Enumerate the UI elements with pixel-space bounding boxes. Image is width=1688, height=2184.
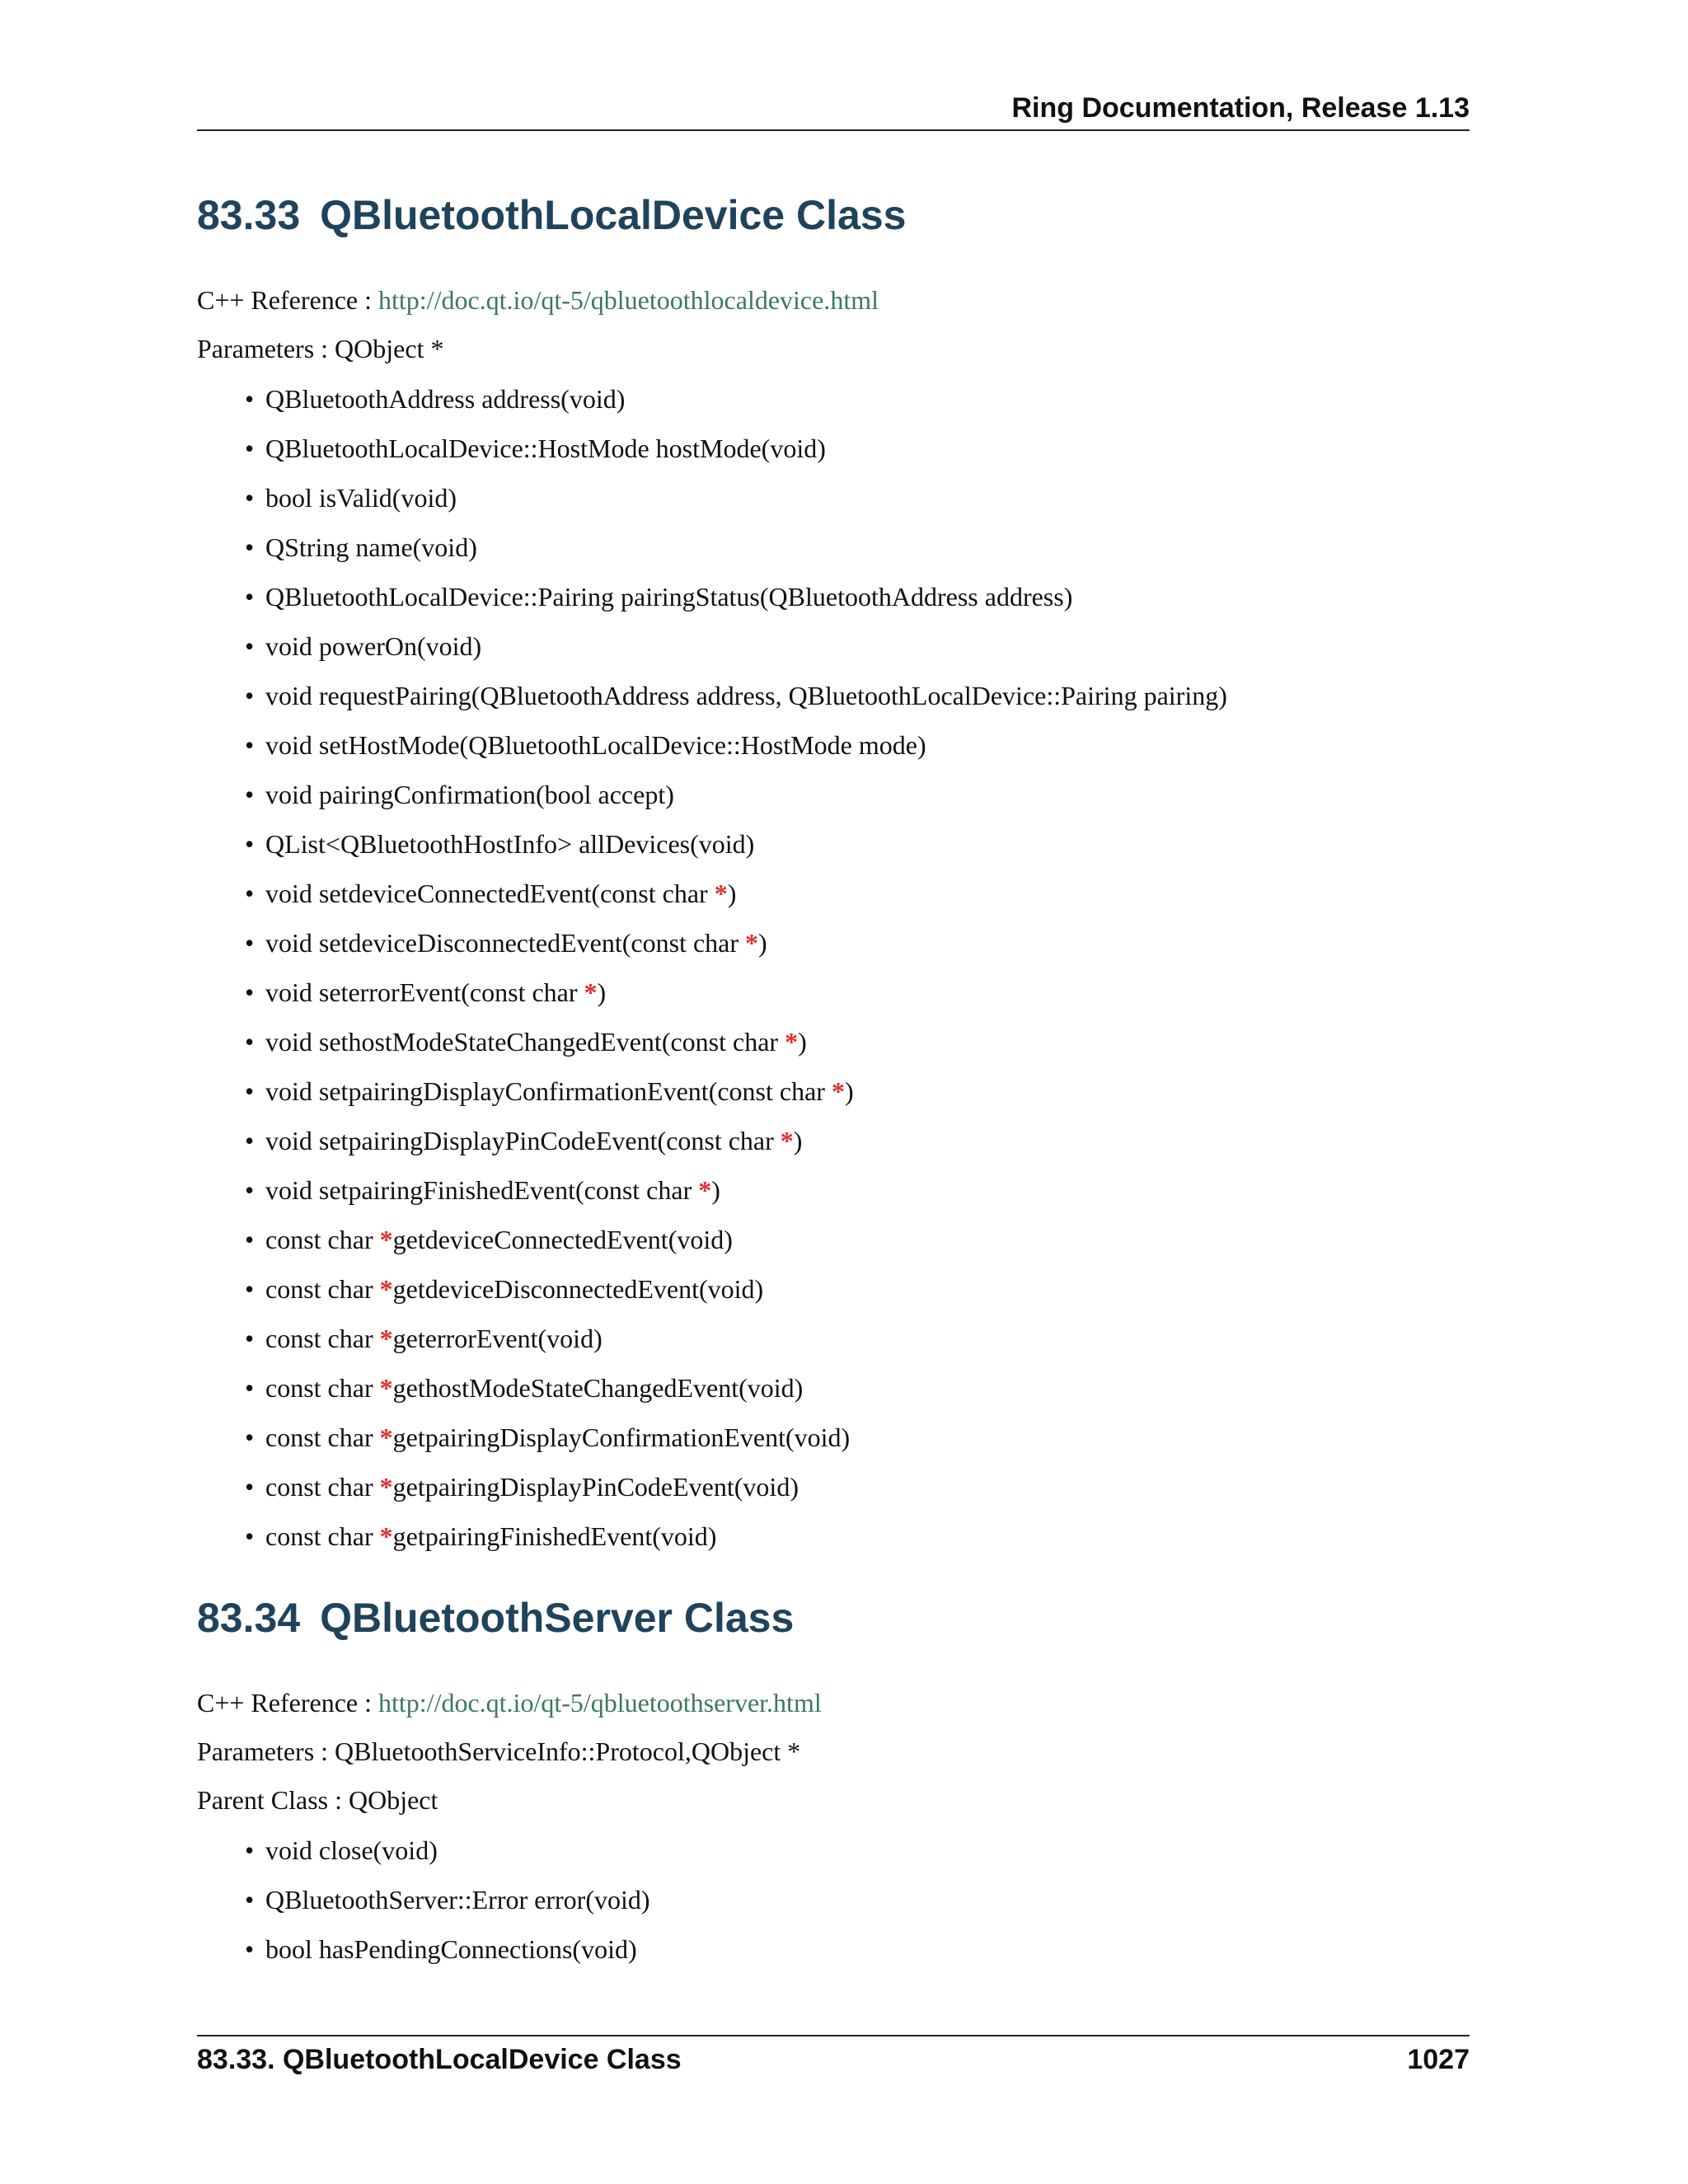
bullet-icon: • — [245, 1885, 255, 1915]
bullet-icon: • — [245, 1225, 255, 1254]
method-text: QBluetoothLocalDevice::Pairing pairingStatus(QBluetoothAddress address) — [265, 582, 1073, 612]
method-list — [197, 374, 1227, 1561]
method-text: void setHostMode(QBluetoothLocalDevice::HostMode mode) — [265, 730, 926, 760]
method-item — [197, 720, 1227, 770]
bullet-icon: • — [245, 1472, 255, 1502]
pointer-star: * — [785, 1027, 799, 1057]
footer-section-title: 83.33. QBluetoothLocalDevice Class — [197, 2044, 682, 2075]
method-text: QString name(void) — [265, 532, 477, 562]
method-text: void setdeviceDisconnectedEvent(const char — [265, 928, 745, 958]
pointer-star: * — [379, 1324, 393, 1353]
method-item — [197, 621, 1227, 671]
method-text: ) — [758, 928, 767, 958]
method-text: const char — [265, 1521, 380, 1551]
method-text: QBluetoothAddress address(void) — [265, 384, 626, 414]
method-item — [197, 918, 1227, 968]
cpp-reference-link[interactable]: http://doc.qt.io/qt-5/qbluetoothlocaldevice.html — [378, 285, 879, 315]
bullet-icon: • — [245, 1422, 255, 1452]
method-text: getpairingDisplayConfirmationEvent(void) — [392, 1422, 851, 1452]
method-item — [197, 374, 1227, 424]
running-header-title: Ring Documentation, Release 1.13 — [1011, 92, 1470, 124]
bullet-icon: • — [245, 780, 255, 809]
method-item — [197, 1314, 1227, 1363]
method-text: const char — [265, 1472, 380, 1502]
section-heading-qbluetoothserver — [197, 1594, 794, 1642]
method-text: const char — [265, 1373, 380, 1403]
section-title: QBluetoothServer Class — [320, 1595, 795, 1641]
method-item — [197, 1924, 650, 1974]
method-text: const char — [265, 1422, 380, 1452]
method-text: const char — [265, 1274, 380, 1304]
method-item — [197, 1215, 1227, 1264]
method-text: bool isValid(void) — [265, 483, 457, 513]
bullet-icon: • — [245, 928, 255, 958]
method-text: QBluetoothLocalDevice::HostMode hostMode(void) — [265, 434, 826, 463]
method-item — [197, 473, 1227, 523]
bullet-icon: • — [245, 829, 255, 859]
method-text: void close(void) — [265, 1835, 438, 1865]
parameters-line: Parameters : QObject * — [197, 334, 444, 363]
method-item — [197, 1413, 1227, 1462]
bullet-icon: • — [245, 582, 255, 612]
bullet-icon: • — [245, 1521, 255, 1551]
pointer-star: * — [379, 1472, 393, 1502]
method-item — [197, 770, 1227, 819]
header-rule — [197, 129, 1470, 131]
method-item — [197, 1462, 1227, 1511]
method-text: QBluetoothServer::Error error(void) — [265, 1885, 650, 1915]
method-item — [197, 1017, 1227, 1066]
cpp-reference-link[interactable]: http://doc.qt.io/qt-5/qbluetoothserver.html — [378, 1688, 822, 1718]
bullet-icon: • — [245, 1934, 255, 1964]
method-item — [197, 869, 1227, 918]
method-item — [197, 968, 1227, 1017]
bullet-icon: • — [245, 681, 255, 710]
bullet-icon: • — [245, 631, 255, 661]
section-number: 83.33 — [197, 192, 301, 238]
method-text: ) — [793, 1126, 803, 1155]
section-title: QBluetoothLocalDevice Class — [320, 192, 907, 238]
bullet-icon: • — [245, 1373, 255, 1403]
bullet-icon: • — [245, 1076, 255, 1106]
cpp-reference-label: C++ Reference : — [197, 1688, 378, 1718]
method-text: void setpairingFinishedEvent(const char — [265, 1175, 699, 1205]
bullet-icon: • — [245, 1175, 255, 1205]
cpp-reference-line — [197, 1686, 822, 1719]
method-item — [197, 1875, 650, 1924]
method-item — [197, 671, 1227, 720]
method-text: getdeviceDisconnectedEvent(void) — [392, 1274, 764, 1304]
footer-rule — [197, 2035, 1470, 2036]
footer-page-number: 1027 — [1407, 2044, 1470, 2075]
pointer-star: * — [698, 1175, 712, 1205]
method-item — [197, 1264, 1227, 1314]
pointer-star: * — [379, 1521, 393, 1551]
method-text: QList<QBluetoothHostInfo> allDevices(void) — [265, 829, 755, 859]
method-list — [197, 1825, 650, 1974]
method-text: getpairingDisplayPinCodeEvent(void) — [392, 1472, 799, 1502]
bullet-icon: • — [245, 730, 255, 760]
bullet-icon: • — [245, 1126, 255, 1155]
bullet-icon: • — [245, 1274, 255, 1304]
method-text: void sethostModeStateChangedEvent(const char — [265, 1027, 785, 1057]
bullet-icon: • — [245, 1324, 255, 1353]
bullet-icon: • — [245, 483, 255, 513]
bullet-icon: • — [245, 1027, 255, 1057]
method-item — [197, 572, 1227, 621]
section-number: 83.34 — [197, 1595, 301, 1641]
pointer-star: * — [745, 928, 758, 958]
method-item — [197, 1825, 650, 1875]
pointer-star: * — [379, 1422, 393, 1452]
pointer-star: * — [831, 1076, 845, 1106]
bullet-icon: • — [245, 879, 255, 908]
section-heading-qbluetoothlocaldevice — [197, 191, 906, 239]
pointer-star: * — [780, 1126, 794, 1155]
pointer-star: * — [379, 1274, 393, 1304]
pointer-star: * — [379, 1373, 393, 1403]
method-text: ) — [844, 1076, 854, 1106]
cpp-reference-line — [197, 284, 879, 316]
parameters-line: Parameters : QBluetoothServiceInfo::Protocol,QObject * — [197, 1736, 801, 1766]
method-text: void seterrorEvent(const char — [265, 977, 584, 1007]
bullet-icon: • — [245, 434, 255, 463]
method-item — [197, 1116, 1227, 1165]
bullet-icon: • — [245, 1835, 255, 1865]
method-item — [197, 424, 1227, 473]
pointer-star: * — [584, 977, 598, 1007]
pointer-star: * — [714, 879, 728, 908]
method-text: getdeviceConnectedEvent(void) — [392, 1225, 733, 1254]
method-item — [197, 819, 1227, 869]
method-item — [197, 523, 1227, 572]
method-text: void setpairingDisplayPinCodeEvent(const char — [265, 1126, 781, 1155]
method-text: getpairingFinishedEvent(void) — [392, 1521, 717, 1551]
method-text: ) — [727, 879, 737, 908]
method-text: void pairingConfirmation(bool accept) — [265, 780, 674, 809]
method-item — [197, 1363, 1227, 1413]
parent-class-line: Parent Class : QObject — [197, 1785, 438, 1815]
method-item — [197, 1066, 1227, 1116]
cpp-reference-label: C++ Reference : — [197, 285, 378, 315]
method-text: gethostModeStateChangedEvent(void) — [392, 1373, 804, 1403]
bullet-icon: • — [245, 384, 255, 414]
method-text: ) — [798, 1027, 807, 1057]
method-text: void powerOn(void) — [265, 631, 482, 661]
pointer-star: * — [379, 1225, 393, 1254]
method-text: const char — [265, 1324, 380, 1353]
method-text: void setpairingDisplayConfirmationEvent(const char — [265, 1076, 832, 1106]
method-text: ) — [711, 1175, 720, 1205]
method-text: bool hasPendingConnections(void) — [265, 1934, 637, 1964]
bullet-icon: • — [245, 532, 255, 562]
method-item — [197, 1165, 1227, 1215]
bullet-icon: • — [245, 977, 255, 1007]
method-item — [197, 1511, 1227, 1561]
method-text: void requestPairing(QBluetoothAddress address, QBluetoothLocalDevice::Pairing pairing) — [265, 681, 1227, 710]
method-text: ) — [597, 977, 607, 1007]
method-text: geterrorEvent(void) — [392, 1324, 603, 1353]
method-text: const char — [265, 1225, 380, 1254]
method-text: void setdeviceConnectedEvent(const char — [265, 879, 715, 908]
